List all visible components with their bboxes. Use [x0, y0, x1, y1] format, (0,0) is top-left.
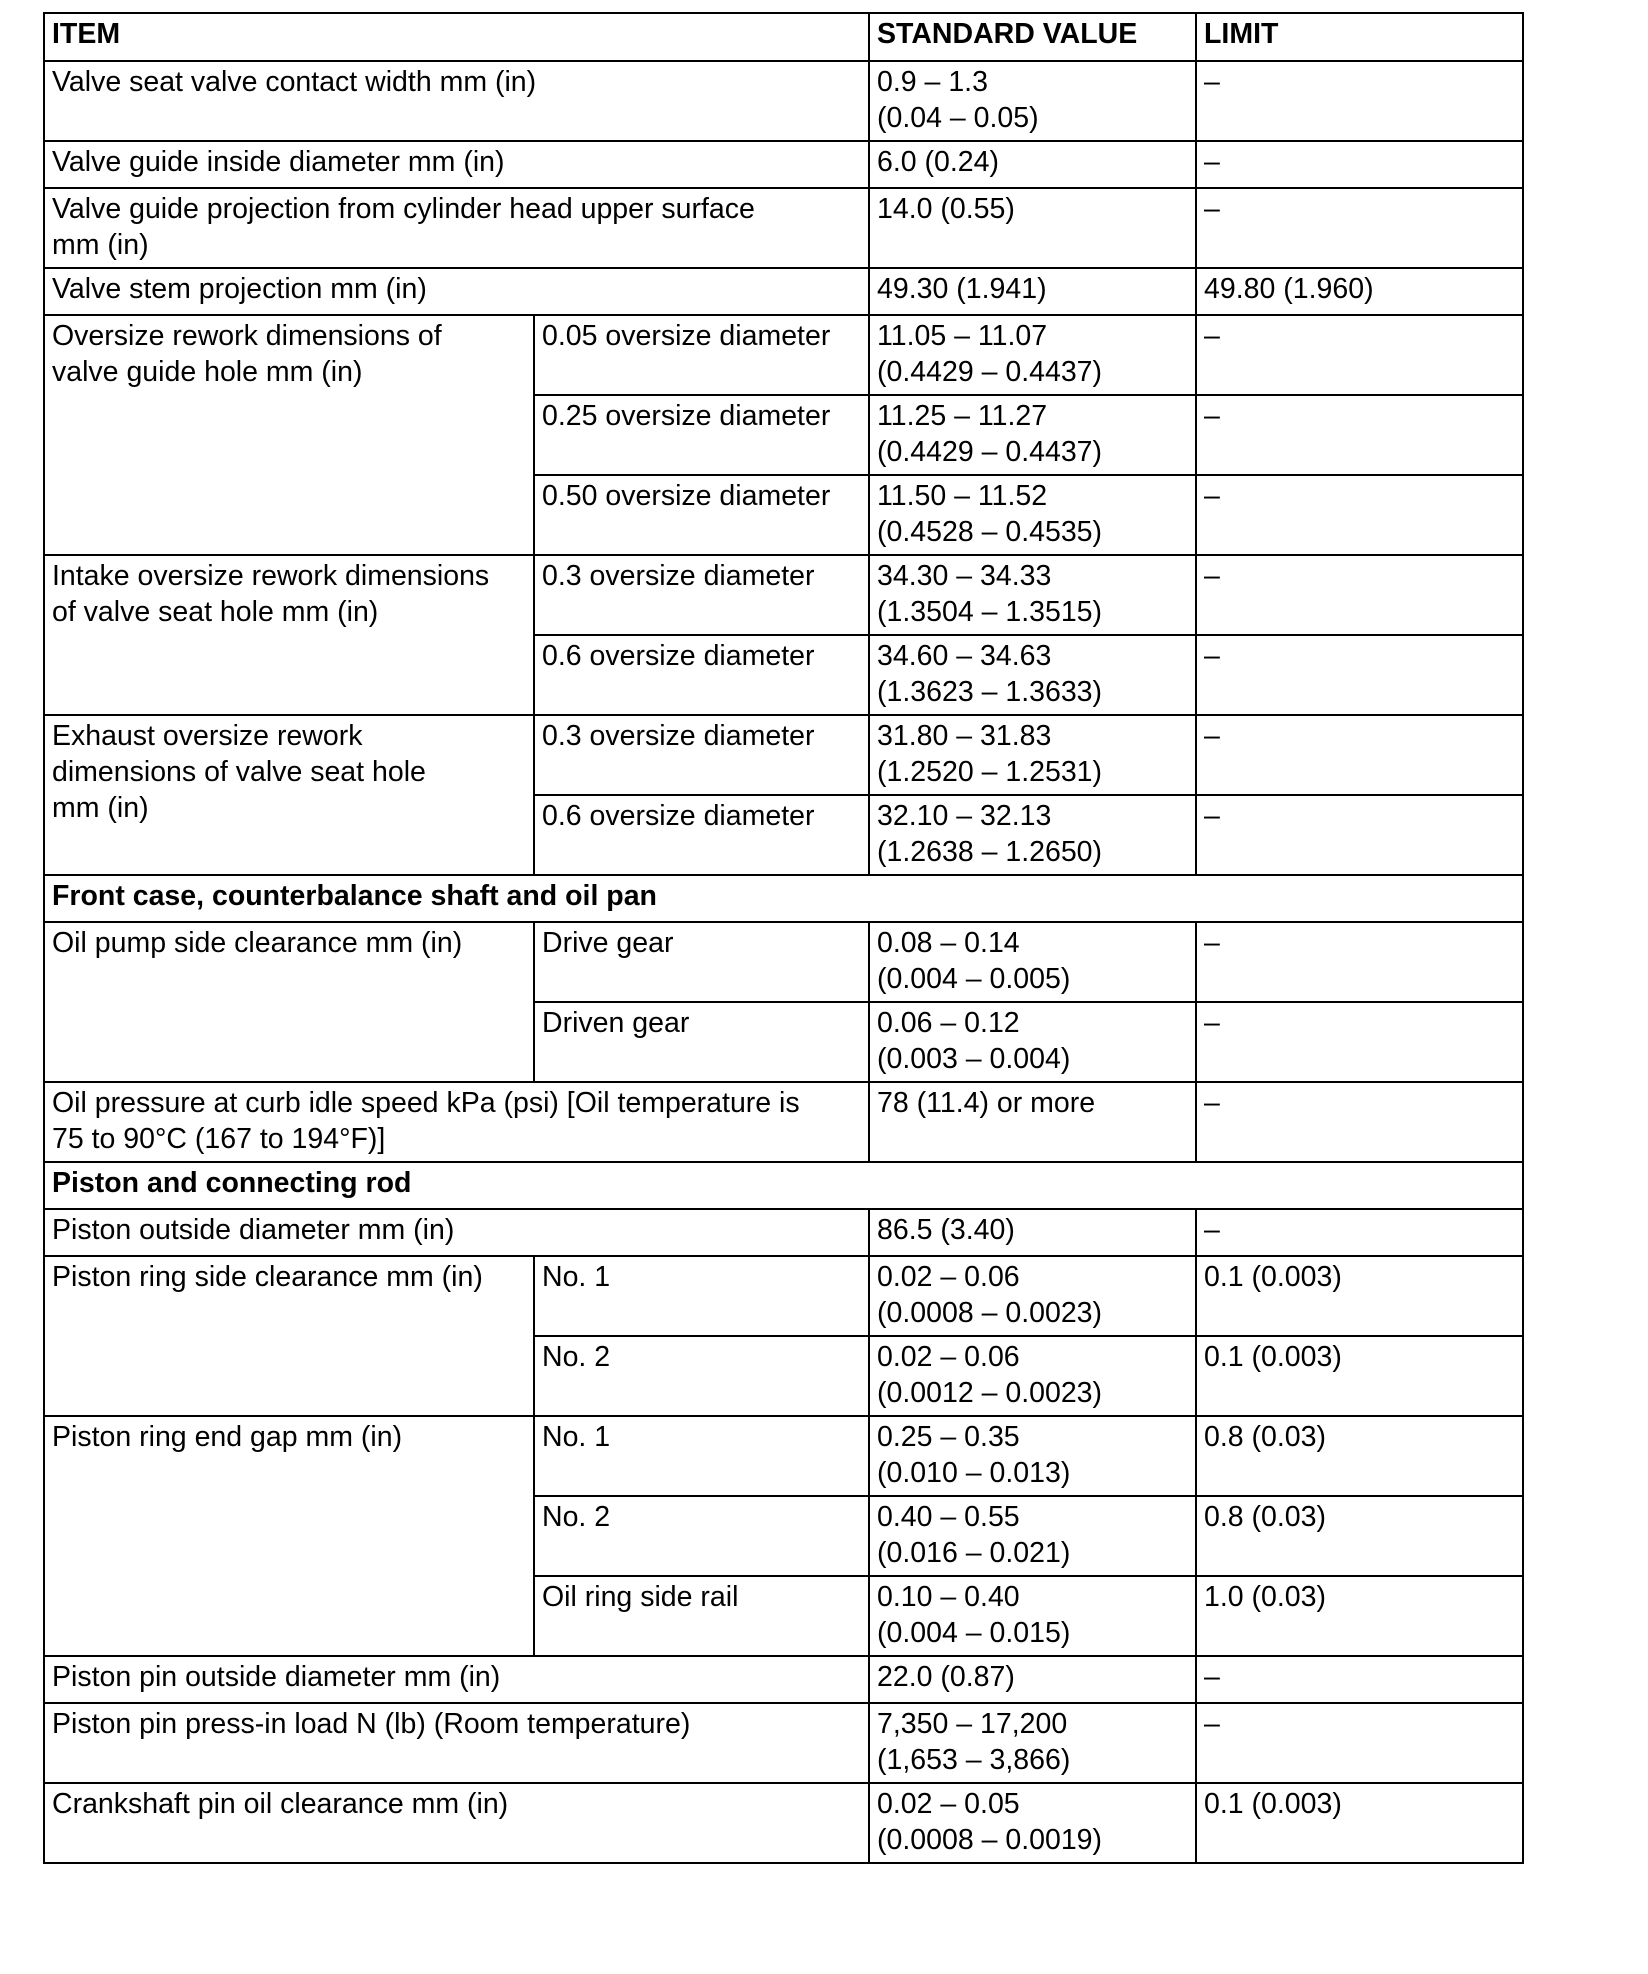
item-cell: Piston ring end gap mm (in) — [44, 1416, 534, 1656]
standard-value-cell: 34.30 – 34.33 (1.3504 – 1.3515) — [869, 555, 1196, 635]
sub-item-cell: 0.6 oversize diameter — [534, 635, 869, 715]
item-cell: Piston pin outside diameter mm (in) — [44, 1656, 869, 1703]
standard-value-cell: 0.02 – 0.06 (0.0012 – 0.0023) — [869, 1336, 1196, 1416]
limit-cell: – — [1196, 715, 1523, 795]
limit-cell: 0.1 (0.003) — [1196, 1783, 1523, 1863]
table-row — [44, 1209, 1523, 1256]
limit-cell: – — [1196, 1082, 1523, 1162]
standard-value-cell: 0.02 – 0.06 (0.0008 – 0.0023) — [869, 1256, 1196, 1336]
table-row — [44, 922, 1523, 1002]
table-row — [44, 141, 1523, 188]
sub-item-cell: Oil ring side rail — [534, 1576, 869, 1656]
standard-value-cell: 6.0 (0.24) — [869, 141, 1196, 188]
section-title: Front case, counterbalance shaft and oil pan — [44, 875, 1523, 922]
standard-value-cell: 0.10 – 0.40 (0.004 – 0.015) — [869, 1576, 1196, 1656]
table-row — [44, 715, 1523, 795]
limit-cell: – — [1196, 555, 1523, 635]
table-row — [44, 1416, 1523, 1496]
standard-value-cell: 86.5 (3.40) — [869, 1209, 1196, 1256]
table-row — [44, 1783, 1523, 1863]
item-cell: Piston pin press-in load N (lb) (Room temperature) — [44, 1703, 869, 1783]
sub-item-cell: 0.05 oversize diameter — [534, 315, 869, 395]
sub-item-cell: Drive gear — [534, 922, 869, 1002]
limit-cell: – — [1196, 395, 1523, 475]
sub-item-cell: 0.3 oversize diameter — [534, 715, 869, 795]
standard-value-cell: 11.25 – 11.27 (0.4429 – 0.4437) — [869, 395, 1196, 475]
standard-value-cell: 49.30 (1.941) — [869, 268, 1196, 315]
sub-item-cell: No. 2 — [534, 1336, 869, 1416]
table-row — [44, 555, 1523, 635]
limit-cell: – — [1196, 1656, 1523, 1703]
limit-cell: – — [1196, 1209, 1523, 1256]
table-row — [44, 1703, 1523, 1783]
item-cell: Oil pressure at curb idle speed kPa (psi) [Oil temperature is 75 to 90°C (167 to 194°F)] — [44, 1082, 869, 1162]
sub-item-cell: No. 1 — [534, 1416, 869, 1496]
sub-item-cell: 0.25 oversize diameter — [534, 395, 869, 475]
standard-value-cell: 11.05 – 11.07 (0.4429 – 0.4437) — [869, 315, 1196, 395]
limit-cell: – — [1196, 1703, 1523, 1783]
limit-cell: – — [1196, 475, 1523, 555]
item-cell: Piston outside diameter mm (in) — [44, 1209, 869, 1256]
limit-cell: 1.0 (0.03) — [1196, 1576, 1523, 1656]
standard-value-cell: 11.50 – 11.52 (0.4528 – 0.4535) — [869, 475, 1196, 555]
limit-cell: – — [1196, 61, 1523, 141]
standard-value-cell: 78 (11.4) or more — [869, 1082, 1196, 1162]
standard-value-cell: 0.02 – 0.05 (0.0008 – 0.0019) — [869, 1783, 1196, 1863]
header-item: ITEM — [44, 13, 869, 61]
table-row — [44, 1256, 1523, 1336]
standard-value-cell: 34.60 – 34.63 (1.3623 – 1.3633) — [869, 635, 1196, 715]
standard-value-cell: 0.08 – 0.14 (0.004 – 0.005) — [869, 922, 1196, 1002]
limit-cell: – — [1196, 141, 1523, 188]
item-cell: Piston ring side clearance mm (in) — [44, 1256, 534, 1416]
sub-item-cell: 0.3 oversize diameter — [534, 555, 869, 635]
header-row — [44, 13, 1523, 61]
item-cell: Valve guide projection from cylinder head upper surface mm (in) — [44, 188, 869, 268]
table-row — [44, 1082, 1523, 1162]
standard-value-cell: 0.06 – 0.12 (0.003 – 0.004) — [869, 1002, 1196, 1082]
item-cell: Oil pump side clearance mm (in) — [44, 922, 534, 1082]
item-cell: Intake oversize rework dimensions of valve seat hole mm (in) — [44, 555, 534, 715]
limit-cell: – — [1196, 795, 1523, 875]
item-cell: Exhaust oversize rework dimensions of valve seat hole mm (in) — [44, 715, 534, 875]
standard-value-cell: 22.0 (0.87) — [869, 1656, 1196, 1703]
header-limit: LIMIT — [1196, 13, 1523, 61]
limit-cell: 0.8 (0.03) — [1196, 1416, 1523, 1496]
header-standard-value: STANDARD VALUE — [869, 13, 1196, 61]
table-row — [44, 1656, 1523, 1703]
table-row — [44, 188, 1523, 268]
specification-table — [43, 12, 1524, 1864]
table-row — [44, 61, 1523, 141]
table-row — [44, 268, 1523, 315]
limit-cell: – — [1196, 635, 1523, 715]
limit-cell: 0.1 (0.003) — [1196, 1336, 1523, 1416]
item-cell: Oversize rework dimensions of valve guide hole mm (in) — [44, 315, 534, 555]
limit-cell: – — [1196, 1002, 1523, 1082]
sub-item-cell: 0.6 oversize diameter — [534, 795, 869, 875]
limit-cell: 49.80 (1.960) — [1196, 268, 1523, 315]
standard-value-cell: 7,350 – 17,200 (1,653 – 3,866) — [869, 1703, 1196, 1783]
sub-item-cell: No. 1 — [534, 1256, 869, 1336]
sub-item-cell: No. 2 — [534, 1496, 869, 1576]
item-cell: Crankshaft pin oil clearance mm (in) — [44, 1783, 869, 1863]
sub-item-cell: 0.50 oversize diameter — [534, 475, 869, 555]
sub-item-cell: Driven gear — [534, 1002, 869, 1082]
standard-value-cell: 32.10 – 32.13 (1.2638 – 1.2650) — [869, 795, 1196, 875]
item-cell: Valve seat valve contact width mm (in) — [44, 61, 869, 141]
standard-value-cell: 14.0 (0.55) — [869, 188, 1196, 268]
standard-value-cell: 0.25 – 0.35 (0.010 – 0.013) — [869, 1416, 1196, 1496]
section-header-row — [44, 1162, 1523, 1209]
limit-cell: – — [1196, 315, 1523, 395]
limit-cell: 0.1 (0.003) — [1196, 1256, 1523, 1336]
standard-value-cell: 31.80 – 31.83 (1.2520 – 1.2531) — [869, 715, 1196, 795]
section-title: Piston and connecting rod — [44, 1162, 1523, 1209]
standard-value-cell: 0.9 – 1.3 (0.04 – 0.05) — [869, 61, 1196, 141]
limit-cell: – — [1196, 188, 1523, 268]
item-cell: Valve stem projection mm (in) — [44, 268, 869, 315]
limit-cell: – — [1196, 922, 1523, 1002]
table-row — [44, 315, 1523, 395]
section-header-row — [44, 875, 1523, 922]
limit-cell: 0.8 (0.03) — [1196, 1496, 1523, 1576]
standard-value-cell: 0.40 – 0.55 (0.016 – 0.021) — [869, 1496, 1196, 1576]
item-cell: Valve guide inside diameter mm (in) — [44, 141, 869, 188]
